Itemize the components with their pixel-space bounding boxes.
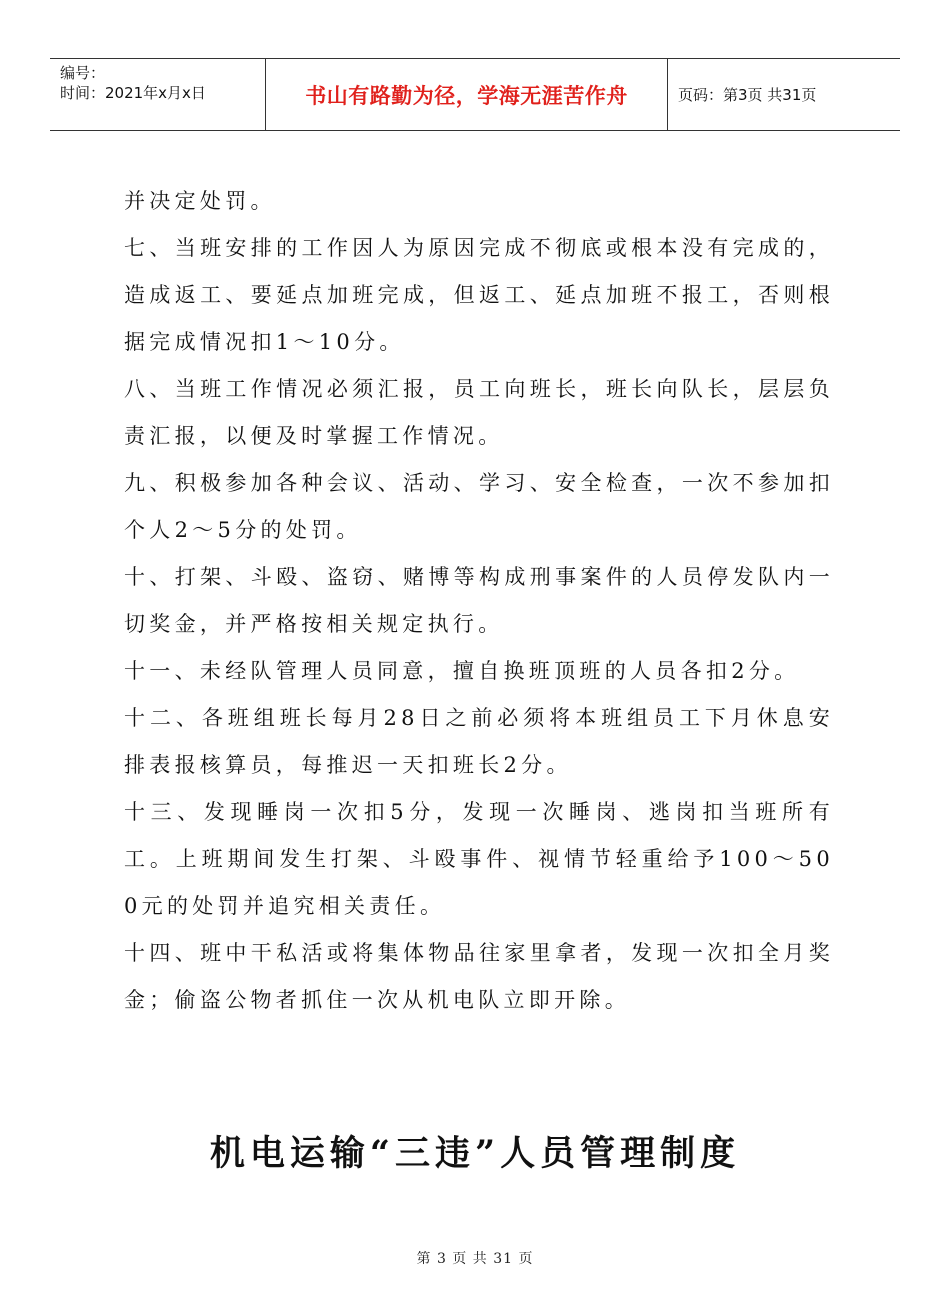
section-title: 机电运输“三违”人员管理制度	[209, 1133, 741, 1174]
paragraph-rule-12: 十二、各班组班长每月28日之前必须将本班组员工下月休息安排表报核算员，每推迟一天扣班长2分。	[124, 706, 834, 777]
header-page-info: 页码：第3页 共31页	[678, 86, 817, 104]
paragraph: 并决定处罚。	[124, 189, 276, 213]
header-meta-cell	[50, 59, 266, 130]
paragraph-rule-14: 十四、班中干私活或将集体物品往家里拿者，发现一次扣全月奖金；偷盗公物者抓住一次从机电队立即开除。	[124, 941, 834, 1012]
paragraph-rule-10: 十、打架、斗殴、盗窃、赌博等构成刑事案件的人员停发队内一切奖金，并严格按相关规定执行。	[124, 565, 834, 636]
paragraph-rule-8: 八、当班工作情况必须汇报，员工向班长，班长向队长，层层负责汇报，以便及时掌握工作情况。	[124, 377, 834, 448]
page-footer: 第 3 页 共 31 页	[416, 1251, 534, 1267]
document-header	[50, 58, 900, 131]
date-label: 时间：2021年x月x日	[60, 84, 206, 102]
paragraph-rule-7: 七、当班安排的工作因人为原因完成不彻底或根本没有完成的，造成返工、要延点加班完成，但返工、延点加班不报工，否则根据完成情况扣1～10分。	[124, 236, 834, 354]
header-motto-cell	[266, 59, 668, 130]
document-body	[124, 178, 834, 1024]
paragraph-rule-13: 十三、发现睡岗一次扣5分，发现一次睡岗、逃岗扣当班所有工。上班期间发生打架、斗殴事件、视情节轻重给予100～500元的处罚并追究相关责任。	[124, 800, 834, 918]
serial-number-label: 编号：	[60, 64, 106, 82]
header-page-cell	[668, 59, 900, 130]
paragraph-rule-9: 九、积极参加各种会议、活动、学习、安全检查，一次不参加扣个人2～5分的处罚。	[124, 471, 834, 542]
paragraph-rule-11: 十一、未经队管理人员同意，擅自换班顶班的人员各扣2分。	[124, 659, 800, 683]
motto-text: 书山有路勤为径，学海无涯苦作舟	[305, 83, 628, 108]
